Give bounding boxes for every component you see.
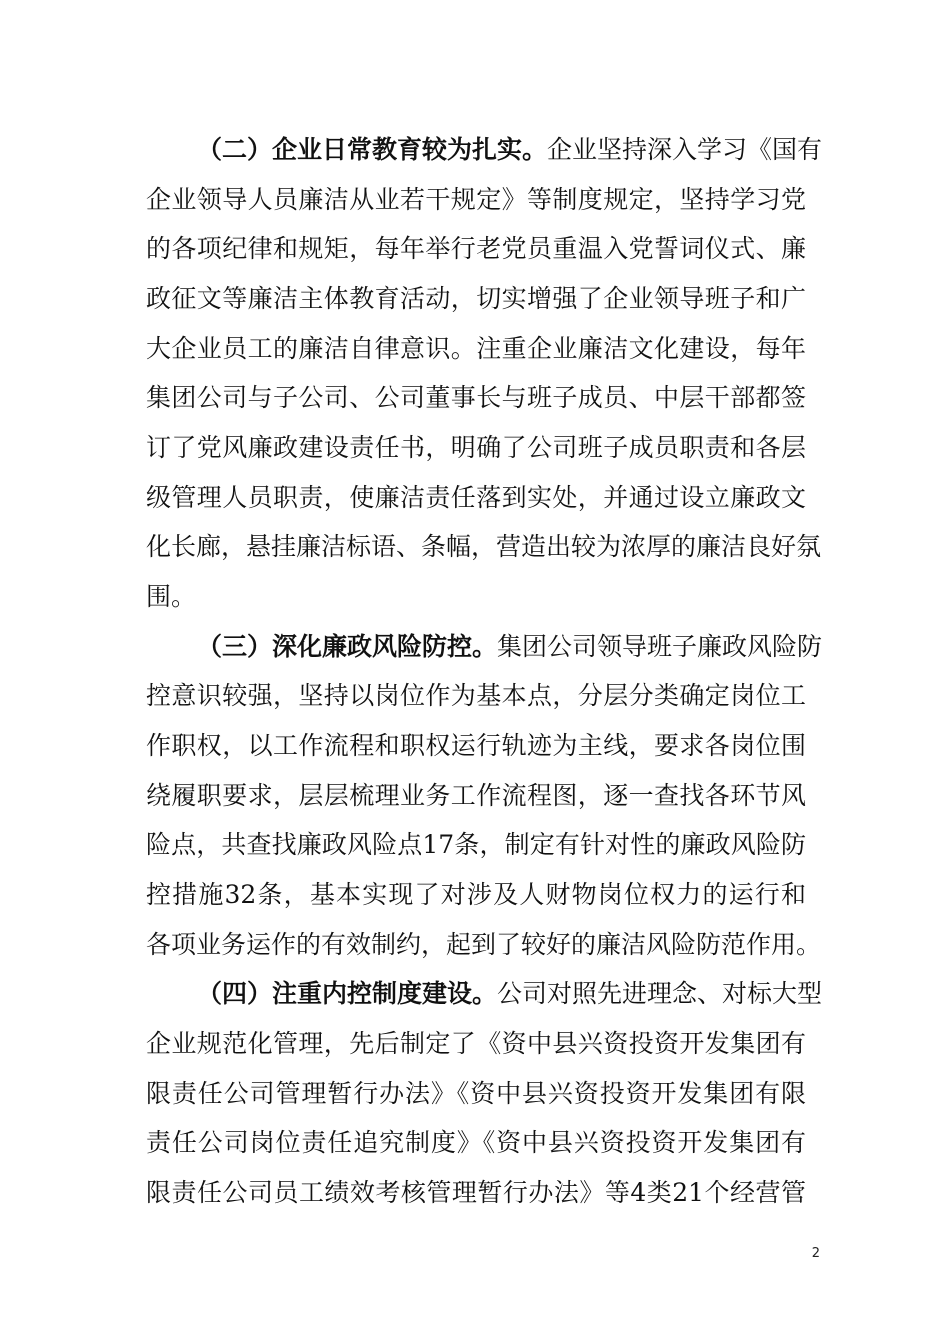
paragraph-line: 企业领导人员廉洁从业若干规定》等制度规定，坚持学习党	[146, 185, 806, 214]
paragraph-line: 化长廊，悬挂廉洁标语、条幅，营造出较为浓厚的廉洁良好氛	[146, 532, 822, 561]
section-heading-3: （三）深化廉政风险防控。	[197, 632, 498, 661]
page-number: 2	[811, 1246, 820, 1261]
paragraph-line: 的各项纪律和规矩，每年举行老党员重温入党誓词仪式、廉	[146, 234, 806, 263]
paragraph-text: 集团公司领导班子廉政风险防	[497, 632, 823, 661]
section-heading-4: （四）注重内控制度建设。	[197, 979, 498, 1008]
paragraph-line	[197, 130, 823, 170]
paragraph-line	[197, 627, 823, 667]
paragraph-line: 企业规范化管理，先后制定了《资中县兴资投资开发集团有	[146, 1029, 806, 1058]
paragraph-text: 企业坚持深入学习《国有	[547, 135, 823, 164]
paragraph-line: 政征文等廉洁主体教育活动，切实增强了企业领导班子和广	[146, 284, 806, 313]
section-heading-2: （二）企业日常教育较为扎实。	[197, 135, 548, 164]
paragraph-line: 级管理人员职责，使廉洁责任落到实处，并通过设立廉政文	[146, 483, 806, 512]
paragraph-line	[197, 974, 823, 1014]
paragraph-line: 集团公司与子公司、公司董事长与班子成员、中层干部都签	[146, 383, 806, 412]
paragraph-text: 公司对照先进理念、对标大型	[497, 979, 823, 1008]
paragraph-line: 作职权，以工作流程和职权运行轨迹为主线，要求各岗位围	[146, 731, 806, 760]
paragraph-line: 险点，共查找廉政风险点17条，制定有针对性的廉政风险防	[146, 830, 806, 859]
paragraph-line: 控意识较强，坚持以岗位作为基本点，分层分类确定岗位工	[146, 681, 806, 710]
paragraph-line: 责任公司岗位责任追究制度》《资中县兴资投资开发集团有	[146, 1128, 806, 1157]
paragraph-line: 各项业务运作的有效制约，起到了较好的廉洁风险防范作用。	[146, 930, 822, 959]
paragraph-line: 限责任公司员工绩效考核管理暂行办法》等4类21个经营管	[146, 1178, 806, 1207]
paragraph-line: 绕履职要求，层层梳理业务工作流程图，逐一查找各环节风	[146, 781, 806, 810]
paragraph-line: 大企业员工的廉洁自律意识。注重企业廉洁文化建设，每年	[146, 334, 806, 363]
paragraph-line: 限责任公司管理暂行办法》《资中县兴资投资开发集团有限	[146, 1079, 806, 1108]
paragraph-line: 控措施32条，基本实现了对涉及人财物岗位权力的运行和	[146, 880, 806, 909]
paragraph-line: 围。	[146, 582, 197, 611]
paragraph-line: 订了党风廉政建设责任书，明确了公司班子成员职责和各层	[146, 433, 806, 462]
